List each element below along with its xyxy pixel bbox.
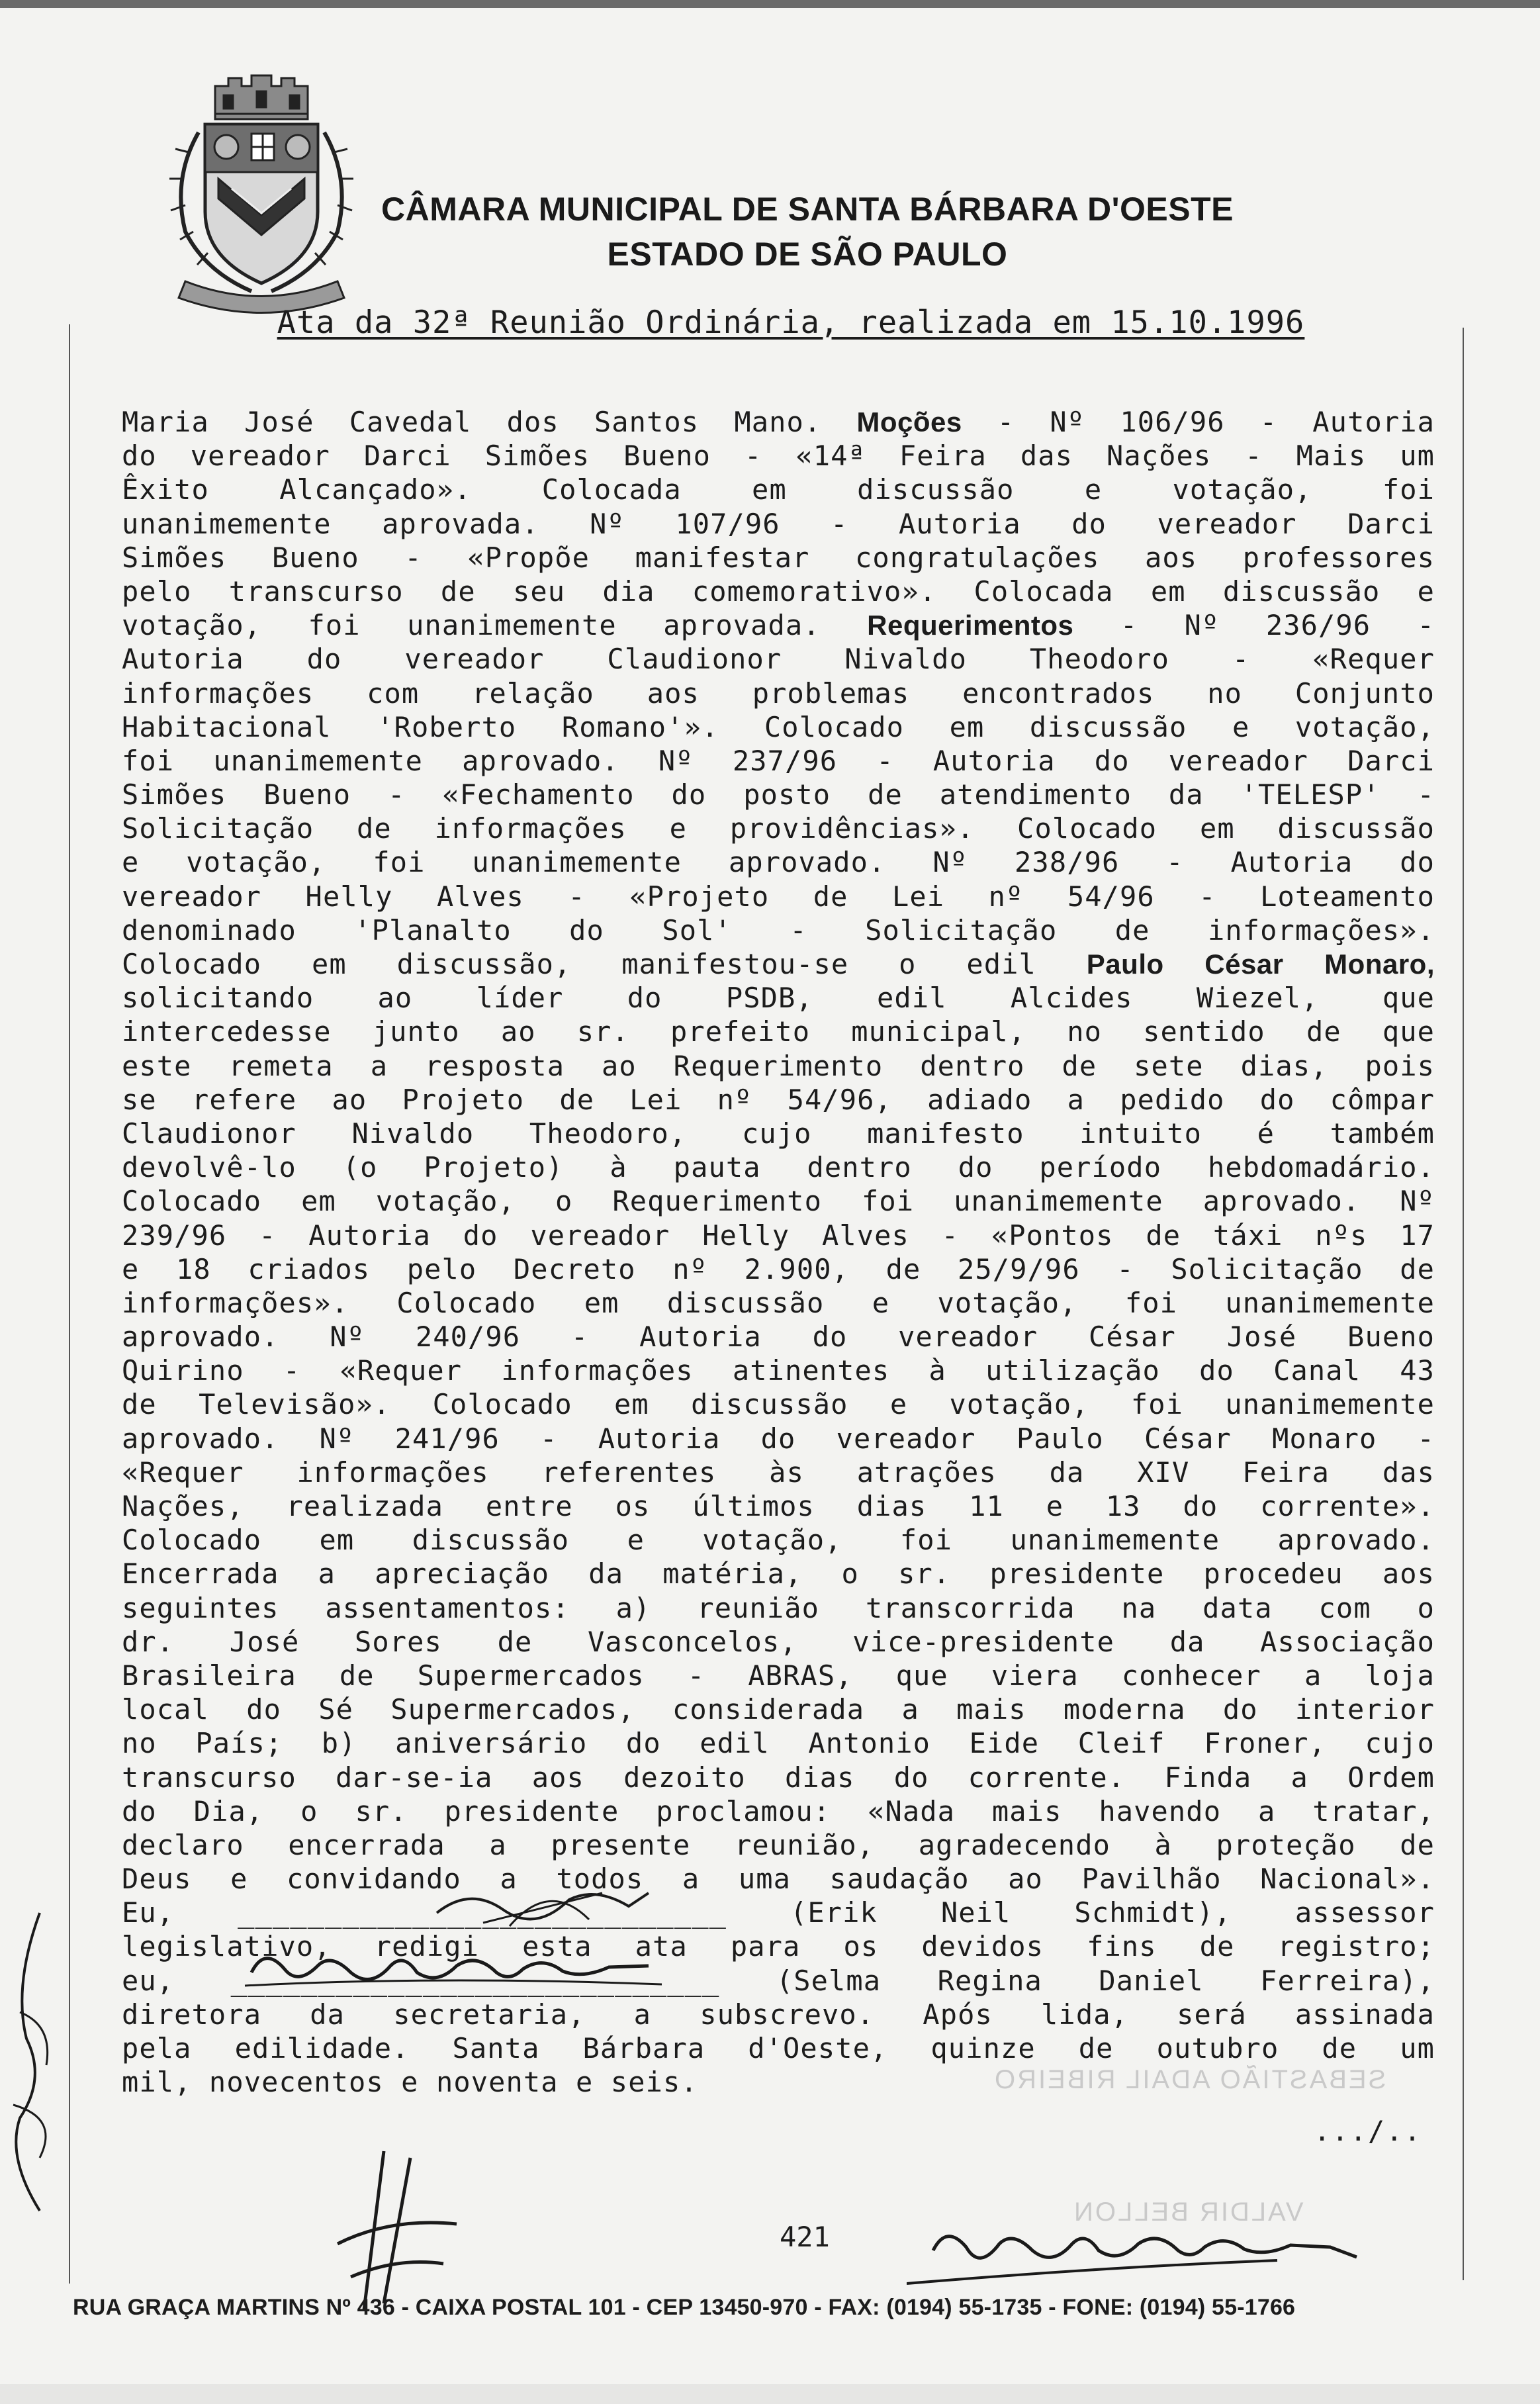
body-line	[122, 1117, 1435, 1150]
body-line	[122, 1354, 1435, 1387]
body-text-segment: informações». Colocado em discussão e votação, foi unanimemente	[122, 1286, 1435, 1319]
coat-of-arms-icon	[152, 73, 371, 318]
body-line	[122, 1726, 1435, 1760]
body-line	[122, 2031, 1435, 2065]
body-line	[122, 1150, 1435, 1184]
body-text-segment: devolvê-lo (o Projeto) à pauta dentro do período hebdomadário.	[122, 1151, 1435, 1184]
body-line	[122, 541, 1435, 575]
body-text-segment: Claudionor Nivaldo Theodoro, cujo manifesto intuito é também	[122, 1117, 1435, 1150]
body-line	[122, 575, 1435, 608]
body-text-segment: «Requer informações referentes às atrações da XIV Feira das	[122, 1456, 1435, 1489]
continuation-mark: .../..	[1314, 2115, 1422, 2147]
body-text-segment: no País; b) aniversário do edil Antonio Eide Cleif Froner, cujo	[122, 1727, 1435, 1760]
body-line	[122, 981, 1435, 1015]
body-text-segment: do Dia, o sr. presidente proclamou: «Nada mais havendo a tratar,	[122, 1794, 1435, 1827]
body-line	[122, 1015, 1435, 1048]
minutes-body	[122, 405, 1435, 2099]
body-text-segment: Colocado em discussão e votação, foi unanimemente aprovado.	[122, 1524, 1435, 1557]
body-text-segment: Simões Bueno - «Propõe manifestar congratulações aos professores	[122, 541, 1435, 574]
body-text-segment: do vereador Darci Simões Bueno - «14ª Feira das Nações - Mais um	[122, 439, 1435, 473]
body-line	[122, 439, 1435, 473]
margin-rule-right	[1463, 328, 1464, 2280]
body-line	[122, 2065, 1435, 2099]
body-text-segment: eu, ____________________________ (Selma Regina Daniel Ferreira),	[122, 1964, 1435, 1997]
body-line	[122, 778, 1435, 811]
body-text-segment: Maria José Cavedal dos Santos Mano.	[122, 406, 857, 438]
bleed-through-text: SEBASTIÃO ADAIL RIBEIRO	[993, 2065, 1386, 2094]
body-text-segment: transcurso dar-se-ia aos dezoito dias do corrente. Finda a Ordem	[122, 1761, 1435, 1794]
body-line	[122, 1049, 1435, 1083]
body-line	[122, 1219, 1435, 1252]
letterhead	[371, 187, 1244, 277]
organization-name: CÂMARA MUNICIPAL DE SANTA BÁRBARA D'OESTE	[381, 191, 1234, 228]
body-line	[122, 1286, 1435, 1320]
body-line	[122, 1998, 1435, 2031]
body-text-segment: e 18 criados pelo Decreto nº 2.900, de 25/9/96 - Solicitação de	[122, 1252, 1435, 1285]
body-line	[122, 1828, 1435, 1862]
body-text-segment: Simões Bueno - «Fechamento do posto de atendimento da 'TELESP' -	[122, 778, 1435, 811]
body-text-segment: Encerrada a apreciação da matéria, o sr. presidente procedeu aos	[122, 1557, 1435, 1591]
body-line	[122, 1794, 1435, 1828]
body-text-segment: de Televisão». Colocado em discussão e votação, foi unanimemente	[122, 1388, 1435, 1421]
body-line	[122, 811, 1435, 845]
body-text-segment: diretora da secretaria, a subscrevo. Após lida, será assinada	[122, 1998, 1435, 2031]
body-text-segment: informações com relação aos problemas encontrados no Conjunto	[122, 676, 1435, 710]
body-line	[122, 913, 1435, 947]
body-line	[122, 1489, 1435, 1523]
body-line	[122, 1083, 1435, 1117]
document-title: Ata da 32ª Reunião Ordinária, realizada em 15.10.1996	[277, 304, 1305, 341]
body-line	[122, 676, 1435, 710]
body-text-segment: - Nº 106/96 - Autoria	[962, 406, 1435, 438]
body-text-segment: este remeta a resposta ao Requerimento dentro de sete dias, pois	[122, 1049, 1435, 1082]
body-line	[122, 1557, 1435, 1591]
body-text-segment: foi unanimemente aprovado. Nº 237/96 - Autoria do vereador Darci	[122, 744, 1435, 777]
body-text-segment: mil, novecentos e noventa e seis.	[122, 2066, 698, 2099]
body-line	[122, 947, 1435, 981]
body-text-segment: Nações, realizada entre os últimos dias 11 e 13 do corrente».	[122, 1490, 1435, 1522]
body-line	[122, 1184, 1435, 1218]
body-line	[122, 1456, 1435, 1489]
body-line	[122, 1659, 1435, 1692]
body-text-segment: local do Sé Supermercados, considerada a mais moderna do interior	[122, 1693, 1435, 1726]
body-text-segment: aprovado. Nº 240/96 - Autoria do vereador César José Bueno	[122, 1320, 1435, 1354]
body-text-segment: declaro encerrada a presente reunião, agradecendo à proteção de	[122, 1828, 1435, 1861]
body-line	[122, 1523, 1435, 1557]
body-text-segment: seguintes assentamentos: a) reunião transcorrida na data com o	[122, 1591, 1435, 1624]
body-line	[122, 642, 1435, 676]
body-line	[122, 880, 1435, 913]
body-line	[122, 1692, 1435, 1726]
body-line	[122, 1896, 1435, 1929]
scan-bottom-edge	[0, 2384, 1540, 2404]
signature-erik	[430, 1873, 655, 1933]
margin-signature	[0, 1906, 73, 2217]
body-text-segment: se refere ao Projeto de Lei nº 54/96, adiado a pedido do cômpar	[122, 1083, 1435, 1116]
signature-selma	[238, 1933, 715, 1999]
body-text-segment: Êxito Alcançado». Colocada em discussão e votação, foi	[122, 473, 1435, 506]
body-line	[122, 744, 1435, 778]
body-text-segment: Colocado em votação, o Requerimento foi unanimemente aprovado. Nº	[122, 1185, 1435, 1218]
body-line	[122, 405, 1435, 439]
body-line	[122, 1625, 1435, 1659]
body-text-segment: votação, foi unanimemente aprovada.	[122, 609, 868, 642]
body-line	[122, 1862, 1435, 1896]
body-text-segment: Brasileira de Supermercados - ABRAS, que viera conhecer a loja	[122, 1659, 1435, 1692]
scan-top-edge	[0, 0, 1540, 8]
signature-bottom-right	[907, 2211, 1383, 2290]
body-line	[122, 710, 1435, 744]
body-line	[122, 1320, 1435, 1354]
bold-heading: Paulo César Monaro,	[1086, 948, 1435, 980]
body-line	[122, 1761, 1435, 1794]
body-text-segment: dr. José Sores de Vasconcelos, vice-presidente da Associação	[122, 1625, 1435, 1658]
footer-address: RUA GRAÇA MARTINS Nº 436 - CAIXA POSTAL 101 - CEP 13450-970 - FAX: (0194) 55-1735 - FONE: (0194) 55-1766	[73, 2295, 1296, 2320]
bleed-through-text: VALDIR BELLON	[1072, 2197, 1304, 2227]
body-text-segment: 239/96 - Autoria do vereador Helly Alves - «Pontos de táxi nºs 17	[122, 1219, 1435, 1252]
body-text-segment: Solicitação de informações e providências». Colocado em discussão	[122, 812, 1435, 845]
body-text-segment: pelo transcurso de seu dia comemorativo». Colocada em discussão e	[122, 575, 1435, 608]
body-text-segment: Eu, ____________________________ (Erik Neil Schmidt), assessor	[122, 1896, 1435, 1929]
body-line	[122, 507, 1435, 541]
body-line	[122, 1387, 1435, 1421]
body-line	[122, 1591, 1435, 1625]
body-line	[122, 473, 1435, 506]
body-text-segment: Habitacional 'Roberto Romano'». Colocado em discussão e votação,	[122, 710, 1435, 743]
body-text-segment: unanimemente aprovada. Nº 107/96 - Autoria do vereador Darci	[122, 507, 1435, 540]
body-text-segment: legislativo, redigi esta ata para os devidos fins de registro;	[122, 1930, 1435, 1963]
body-text-segment: aprovado. Nº 241/96 - Autoria do vereador Paulo César Monaro -	[122, 1422, 1435, 1455]
body-text-segment: vereador Helly Alves - «Projeto de Lei nº 54/96 - Loteamento	[122, 880, 1435, 913]
body-text-segment: Quirino - «Requer informações atinentes à utilização do Canal 43	[122, 1354, 1435, 1387]
body-line	[122, 608, 1435, 642]
body-text-segment: Deus e convidando a todos a uma saudação ao Pavilhão Nacional».	[122, 1863, 1435, 1896]
body-line	[122, 1252, 1435, 1286]
state-name: ESTADO DE SÃO PAULO	[607, 236, 1008, 273]
signature-initials	[311, 2145, 470, 2317]
body-text-segment: Autoria do vereador Claudionor Nivaldo Theodoro - «Requer	[122, 643, 1435, 676]
body-text-segment: solicitando ao líder do PSDB, edil Alcides Wiezel, que	[122, 982, 1435, 1015]
bold-heading: Moções	[856, 406, 962, 438]
body-line	[122, 1422, 1435, 1456]
page-number: 421	[780, 2221, 830, 2253]
body-text-segment: intercedesse junto ao sr. prefeito municipal, no sentido de que	[122, 1015, 1435, 1048]
bold-heading: Requerimentos	[867, 610, 1074, 641]
body-text-segment: pela edilidade. Santa Bárbara d'Oeste, quinze de outubro de um	[122, 2032, 1435, 2064]
body-text-segment: - Nº 236/96 -	[1073, 609, 1435, 642]
body-text-segment: Colocado em discussão, manifestou-se o edil	[122, 948, 1087, 980]
body-text-segment: e votação, foi unanimemente aprovado. Nº 238/96 - Autoria do	[122, 846, 1435, 879]
body-line	[122, 845, 1435, 879]
body-text-segment: denominado 'Planalto do Sol' - Solicitação de informações».	[122, 913, 1435, 947]
